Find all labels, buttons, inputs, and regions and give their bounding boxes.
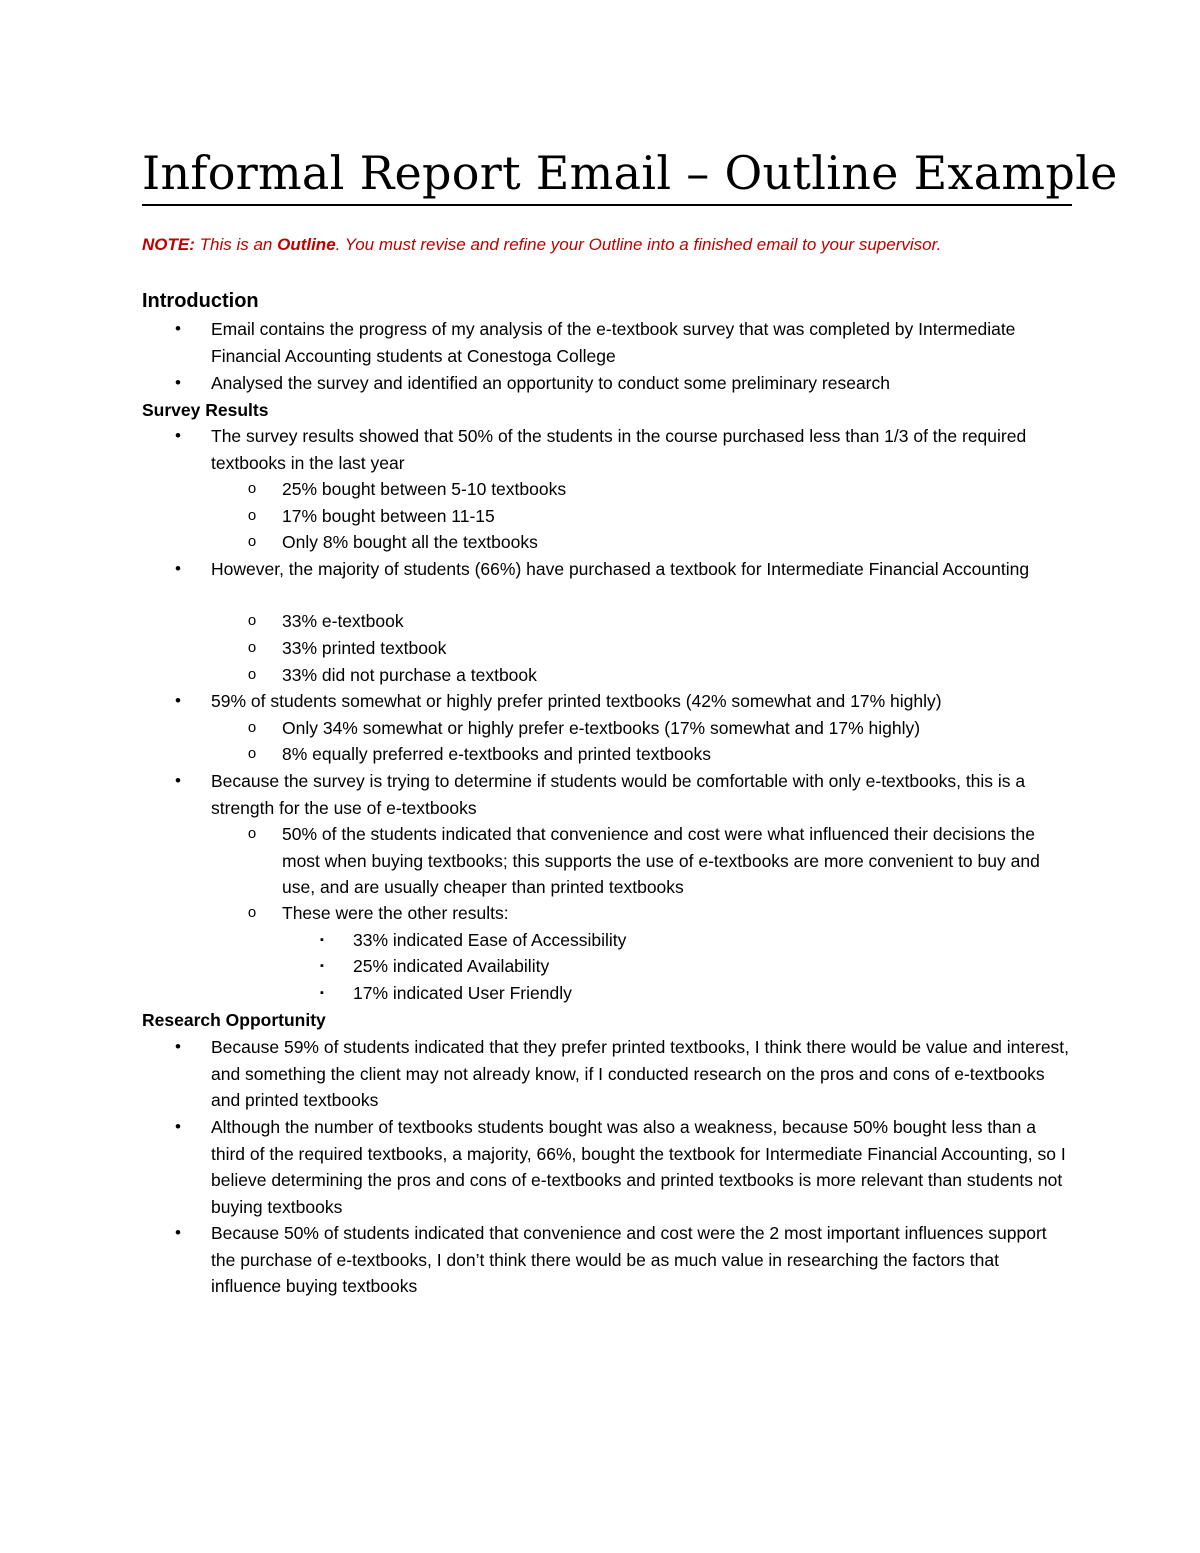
bullet-icon: • [175, 1223, 181, 1242]
list-item: The survey results showed that 50% of the students in the course purchased less than 1/3 of the required textbooks in the last year [211, 426, 1027, 473]
sub-list-item: These were the other results: [282, 903, 509, 923]
circle-bullet-icon: o [247, 904, 257, 921]
circle-bullet-icon: o [247, 639, 257, 656]
bullet-icon: • [175, 426, 181, 445]
survey-results-heading: Survey Results [142, 400, 269, 420]
sub-list-item: Only 34% somewhat or highly prefer e-textbooks (17% somewhat and 17% highly) [282, 718, 921, 738]
list-item: However, the majority of students (66%) have purchased a textbook for Intermediate Financial Accounting [211, 559, 1030, 579]
sub-list-item: 17% bought between 11-15 [282, 506, 495, 526]
sub-sub-list-item: 25% indicated Availability [353, 956, 550, 976]
circle-bullet-icon: o [247, 480, 257, 497]
document-title: Informal Report Email – Outline Example [142, 142, 1072, 206]
circle-bullet-icon: o [247, 825, 257, 842]
sub-list-item: 25% bought between 5-10 textbooks [282, 479, 567, 499]
bullet-icon: • [175, 1037, 181, 1056]
circle-bullet-icon: o [247, 507, 257, 524]
note-bold-outline: Outline [277, 235, 336, 254]
bullet-icon: • [175, 771, 181, 790]
circle-bullet-icon: o [247, 533, 257, 550]
bullet-icon: • [175, 559, 181, 578]
sub-list-item: 33% e-textbook [282, 611, 404, 631]
list-item: Analysed the survey and identified an opportunity to conduct some preliminary research [211, 373, 890, 393]
list-item: Because the survey is trying to determine if students would be comfortable with only e-textbooks, this is a strength for the use of e-textbooks [211, 771, 1026, 818]
bullet-icon: • [175, 319, 181, 338]
sub-list-item: 33% printed textbook [282, 638, 447, 658]
square-bullet-icon: ▪ [320, 987, 324, 999]
circle-bullet-icon: o [247, 745, 257, 762]
bullet-icon: • [175, 373, 181, 392]
list-item: Email contains the progress of my analysis of the e-textbook survey that was completed by Intermediate Financial Accounting students at Conestoga College [211, 319, 1016, 366]
bullet-icon: • [175, 691, 181, 710]
list-item: 59% of students somewhat or highly prefer printed textbooks (42% somewhat and 17% highly) [211, 691, 942, 711]
note-label: NOTE: [142, 235, 195, 254]
list-item: Because 50% of students indicated that convenience and cost were the 2 most important influences support the purchase of e-textbooks, I don’t think there would be as much value in researching the factors that influence buying textbooks [211, 1223, 1047, 1296]
outline-note [142, 232, 1102, 258]
circle-bullet-icon: o [247, 612, 257, 629]
note-text-b: . You must revise and refine your Outline into a finished email to your supervisor. [335, 235, 942, 254]
circle-bullet-icon: o [247, 666, 257, 683]
research-opportunity-heading: Research Opportunity [142, 1010, 326, 1030]
square-bullet-icon: ▪ [320, 934, 324, 946]
sub-list-item: 33% did not purchase a textbook [282, 665, 537, 685]
introduction-heading: Introduction [142, 290, 259, 312]
sub-sub-list-item: 33% indicated Ease of Accessibility [353, 930, 627, 950]
bullet-icon: • [175, 1117, 181, 1136]
square-bullet-icon: ▪ [320, 960, 324, 972]
sub-list-item: 8% equally preferred e-textbooks and printed textbooks [282, 744, 712, 764]
sub-list-item: 50% of the students indicated that convenience and cost were what influenced their decisions the most when buying textbooks; this supports the use of e-textbooks are more convenient to buy and use, and are usually cheaper than printed textbooks [282, 824, 1040, 897]
circle-bullet-icon: o [247, 719, 257, 736]
note-text-a: This is an [194, 235, 278, 254]
sub-sub-list-item: 17% indicated User Friendly [353, 983, 572, 1003]
list-item: Because 59% of students indicated that they prefer printed textbooks, I think there would be value and interest, and something the client may not already know, if I conducted research on the pros and cons of e-textbooks and printed textbooks [211, 1037, 1070, 1110]
sub-list-item: Only 8% bought all the textbooks [282, 532, 538, 552]
list-item: Although the number of textbooks students bought was also a weakness, because 50% bought less than a third of the required textbooks, a majority, 66%, bought the textbook for Intermediate Financial Accounting, so I believe determining the pros and cons of e-textbooks and printed textbooks is more relevant than students not buying textbooks [211, 1117, 1066, 1217]
